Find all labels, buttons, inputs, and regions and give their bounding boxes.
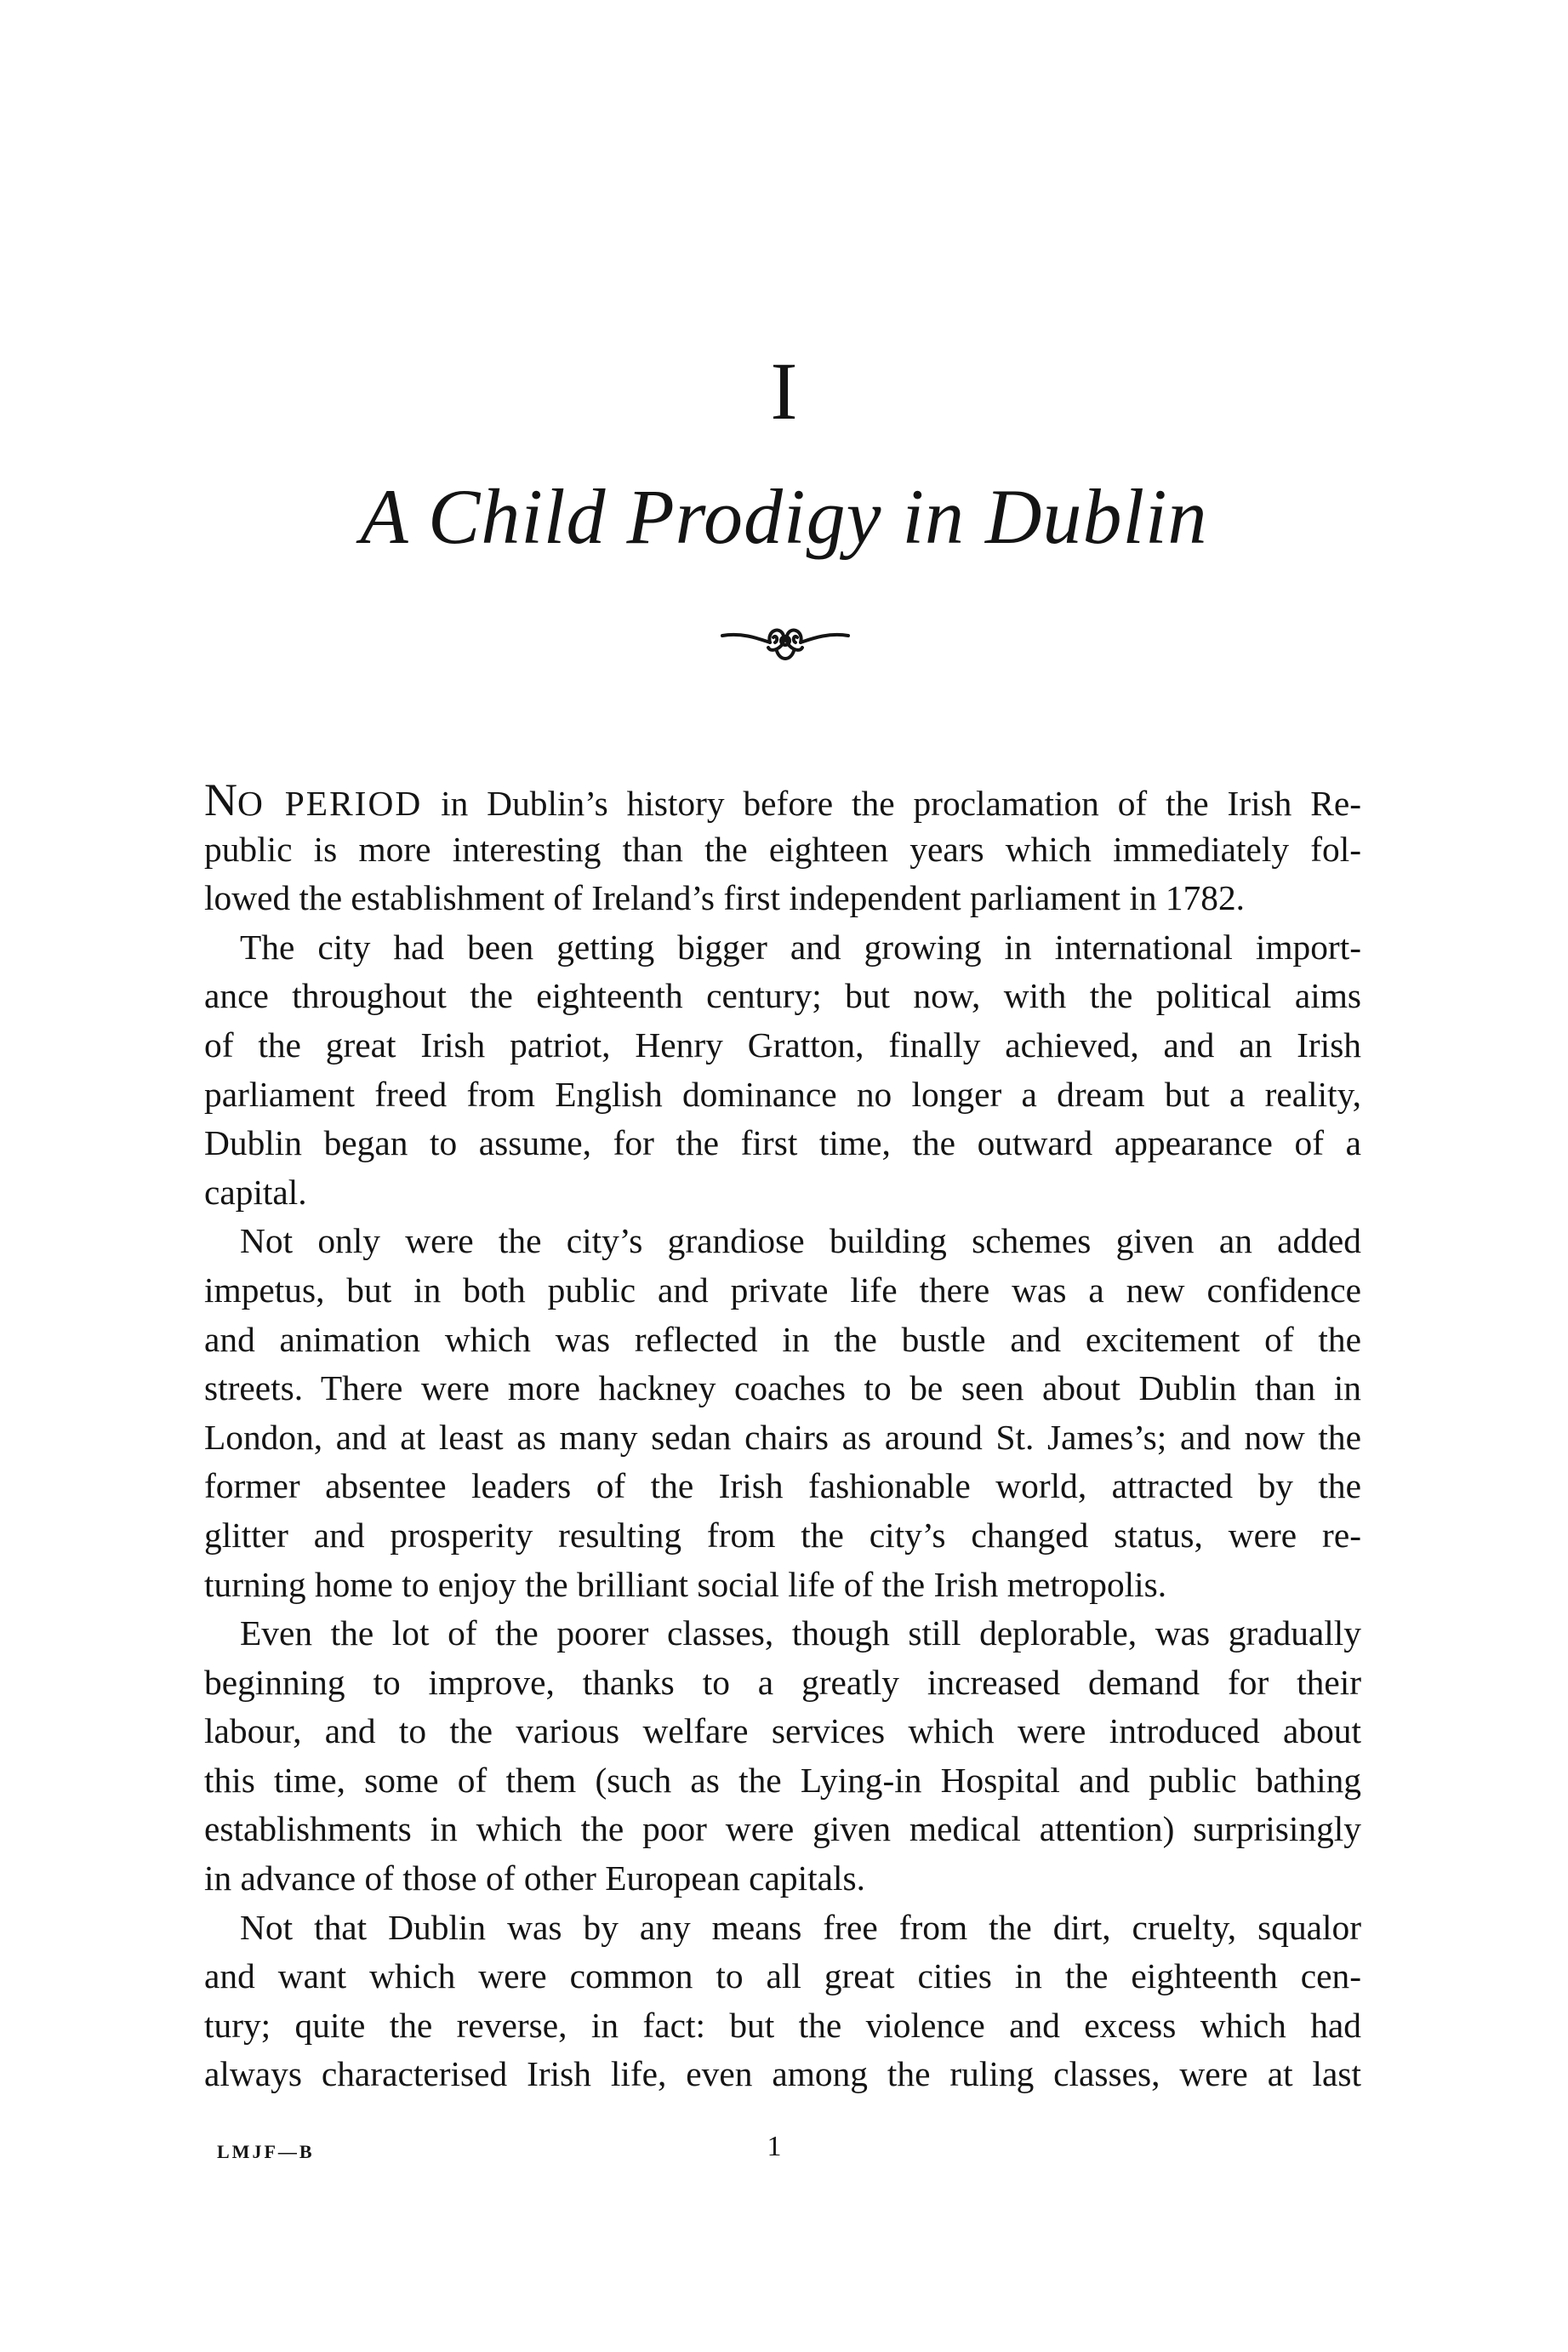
line-text: Dublin began to assume, for the first time, the outward appearance of a (204, 1123, 1361, 1163)
small-caps-lead: O PERIOD (237, 784, 423, 823)
line-text: of the great Irish patriot, Henry Gratton, finally achieved, and an Irish (204, 1025, 1361, 1065)
line-text: public is more interesting than the eighteen years which immediately fol- (204, 829, 1361, 869)
text-line (204, 1413, 1361, 1463)
line-text: always characterised Irish life, even among the ruling classes, were at last (204, 2054, 1361, 2094)
line-text: former absentee leaders of the Irish fashionable world, attracted by the (204, 1466, 1361, 1506)
line-text: and animation which was reflected in the bustle and excitement of the (204, 1319, 1361, 1359)
line-text: glitter and prosperity resulting from the city’s changed status, were re- (204, 1515, 1361, 1555)
line-text: this time, some of them (such as the Lying-in Hospital and public bathing (204, 1760, 1361, 1800)
text-line (204, 1364, 1361, 1413)
initial-letter: N (204, 774, 237, 825)
line-text: Even the lot of the poorer classes, though still deplorable, was gradually (240, 1613, 1361, 1653)
text-line (204, 825, 1361, 875)
line-text: The city had been getting bigger and growing in international import- (240, 927, 1361, 967)
text-line (204, 1462, 1361, 1511)
text-line (204, 776, 1361, 825)
text-line (204, 1756, 1361, 1806)
text-line (204, 1854, 1361, 1904)
text-line (204, 874, 1361, 923)
text-line (204, 1266, 1361, 1316)
line-text: labour, and to the various welfare services which were introduced about (204, 1711, 1361, 1751)
line-text: tury; quite the reverse, in fact: but the violence and excess which had (204, 2005, 1361, 2045)
text-line (204, 1316, 1361, 1365)
line-text: in Dublin’s history before the proclamation of the Irish Re- (422, 784, 1362, 823)
text-line (204, 1119, 1361, 1168)
text-line (204, 2001, 1361, 2051)
chapter-title: A Child Prodigy in Dublin (360, 473, 1208, 560)
text-line (204, 1658, 1361, 1708)
text-line (204, 972, 1361, 1021)
text-line (204, 1511, 1361, 1561)
fleuron-ornament-icon (717, 617, 853, 668)
text-line (204, 923, 1361, 973)
chapter-number: I (770, 345, 798, 437)
text-line (204, 1168, 1361, 1218)
line-text: impetus, but in both public and private life there was a new confidence (204, 1270, 1361, 1310)
line-text: turning home to enjoy the brilliant social life of the Irish metropolis. (204, 1564, 1167, 1604)
line-text: Not that Dublin was by any means free from the dirt, cruelty, squalor (240, 1907, 1361, 1947)
line-text: ance throughout the eighteenth century; but now, with the political aims (204, 976, 1361, 1016)
line-text: beginning to improve, thanks to a greatly increased demand for their (204, 1662, 1361, 1702)
line-text: in advance of those of other European capitals. (204, 1858, 865, 1898)
text-line (204, 1561, 1361, 1610)
text-line (204, 1070, 1361, 1120)
page-number: 1 (767, 2131, 782, 2162)
line-text: London, and at least as many sedan chairs as around St. James’s; and now the (204, 1417, 1361, 1457)
text-line (204, 1904, 1361, 1953)
text-line (204, 1805, 1361, 1854)
line-text: establishments in which the poor were given medical attention) surprisingly (204, 1809, 1361, 1849)
text-line (204, 2050, 1361, 2099)
text-line (204, 1609, 1361, 1658)
line-text: and want which were common to all great cities in the eighteenth cen- (204, 1956, 1361, 1996)
text-line (204, 1707, 1361, 1756)
line-text: Not only were the city’s grandiose building schemes given an added (240, 1221, 1361, 1261)
text-line (204, 1021, 1361, 1070)
chapter-body-text (204, 776, 1361, 2099)
text-line (204, 1952, 1361, 2001)
line-text: lowed the establishment of Ireland’s first independent parliament in 1782. (204, 878, 1246, 918)
line-text: capital. (204, 1172, 307, 1212)
text-line (204, 1217, 1361, 1266)
page-footer (0, 2131, 1568, 2182)
line-text: streets. There were more hackney coaches to be seen about Dublin than in (204, 1368, 1361, 1408)
printer-signature-mark: LMJF—B (217, 2141, 315, 2162)
line-text: parliament freed from English dominance no longer a dream but a reality, (204, 1074, 1361, 1114)
